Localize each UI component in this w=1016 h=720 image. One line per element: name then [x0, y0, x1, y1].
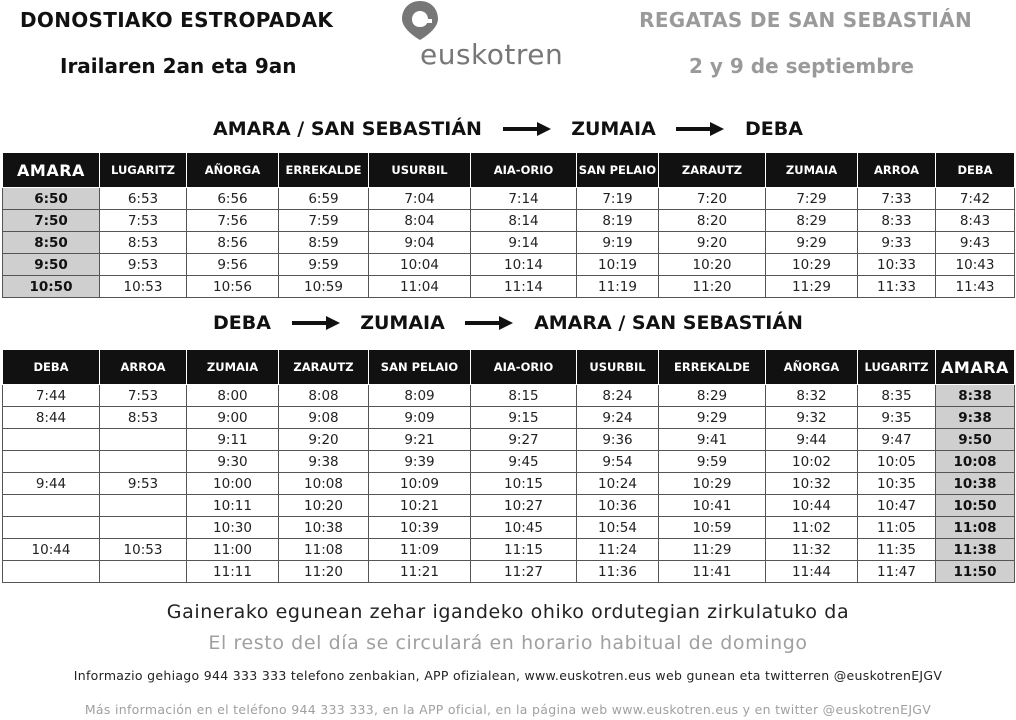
time-cell: 8:32 [766, 385, 858, 407]
time-cell: 10:32 [766, 473, 858, 495]
time-cell: 11:47 [858, 561, 936, 583]
time-cell: 9:45 [471, 451, 577, 473]
time-cell: 9:44 [766, 429, 858, 451]
time-cell: 7:53 [100, 210, 187, 232]
time-cell: 9:08 [279, 407, 369, 429]
time-cell: 10:50 [936, 495, 1015, 517]
table-row [3, 473, 1015, 495]
time-cell: 10:09 [369, 473, 471, 495]
time-cell: 9:29 [766, 232, 858, 254]
table-row [3, 407, 1015, 429]
time-cell: 10:47 [858, 495, 936, 517]
column-header: AÑORGA [187, 153, 279, 188]
table-row [3, 539, 1015, 561]
route-return-to: AMARA / SAN SEBASTIÁN [534, 312, 803, 334]
spanish-title: REGATAS DE SAN SEBASTIÁN [639, 8, 972, 32]
time-cell: 11:21 [369, 561, 471, 583]
time-cell: 9:09 [369, 407, 471, 429]
route-return-from: DEBA [213, 312, 271, 334]
time-cell: 8:19 [577, 210, 659, 232]
arrow-right-icon [465, 313, 513, 335]
route-return [0, 312, 1016, 335]
time-cell: 10:53 [100, 276, 187, 298]
basque-info-line: Informazio gehiago 944 333 333 telefono zenbakian, APP ofizialean, www.euskotren.eus web gunean eta twitterren @euskotrenEJGV [73, 668, 943, 683]
time-cell: 10:43 [936, 254, 1015, 276]
column-header: AMARA [936, 350, 1015, 385]
time-cell: 9:56 [187, 254, 279, 276]
spanish-dates: 2 y 9 de septiembre [689, 54, 914, 78]
time-cell [100, 495, 187, 517]
time-cell: 9:04 [369, 232, 471, 254]
time-cell: 9:47 [858, 429, 936, 451]
time-cell: 11:08 [936, 517, 1015, 539]
time-cell: 6:53 [100, 188, 187, 210]
time-cell: 11:32 [766, 539, 858, 561]
time-cell: 9:20 [659, 232, 766, 254]
column-header: AMARA [3, 153, 100, 188]
time-cell [3, 495, 100, 517]
time-cell: 10:59 [659, 517, 766, 539]
time-cell: 9:41 [659, 429, 766, 451]
time-cell: 8:35 [858, 385, 936, 407]
column-header: ZARAUTZ [659, 153, 766, 188]
column-header: AIA-ORIO [471, 153, 577, 188]
time-cell: 9:53 [100, 473, 187, 495]
time-cell [100, 451, 187, 473]
time-cell: 10:45 [471, 517, 577, 539]
time-cell: 11:04 [369, 276, 471, 298]
arrow-right-icon [503, 119, 551, 141]
outbound-timetable [2, 152, 1015, 298]
location-pin-icon [400, 0, 580, 40]
time-cell: 6:50 [3, 188, 100, 210]
column-header: LUGARITZ [858, 350, 936, 385]
table-row [3, 254, 1015, 276]
time-cell: 10:38 [936, 473, 1015, 495]
time-cell: 7:42 [936, 188, 1015, 210]
column-header: AIA-ORIO [471, 350, 577, 385]
time-cell: 9:19 [577, 232, 659, 254]
column-header: ERREKALDE [659, 350, 766, 385]
time-cell: 10:00 [187, 473, 279, 495]
time-cell [100, 429, 187, 451]
time-cell [100, 517, 187, 539]
route-return-via: ZUMAIA [360, 312, 445, 334]
column-header: ZUMAIA [766, 153, 858, 188]
time-cell: 10:27 [471, 495, 577, 517]
time-cell: 7:56 [187, 210, 279, 232]
table-row [3, 495, 1015, 517]
time-cell: 10:29 [659, 473, 766, 495]
euskotren-logo [400, 0, 580, 80]
time-cell: 8:43 [936, 210, 1015, 232]
time-cell: 8:14 [471, 210, 577, 232]
time-cell: 10:20 [659, 254, 766, 276]
time-cell: 9:54 [577, 451, 659, 473]
column-header: DEBA [936, 153, 1015, 188]
time-cell: 10:24 [577, 473, 659, 495]
time-cell: 11:09 [369, 539, 471, 561]
time-cell: 9:15 [471, 407, 577, 429]
time-cell: 11:05 [858, 517, 936, 539]
time-cell: 7:59 [279, 210, 369, 232]
time-cell: 7:53 [100, 385, 187, 407]
time-cell: 7:19 [577, 188, 659, 210]
time-cell: 10:39 [369, 517, 471, 539]
time-cell: 11:35 [858, 539, 936, 561]
time-cell: 9:00 [187, 407, 279, 429]
time-cell: 8:59 [279, 232, 369, 254]
time-cell: 9:36 [577, 429, 659, 451]
time-cell: 8:53 [100, 232, 187, 254]
time-cell: 9:38 [279, 451, 369, 473]
time-cell: 7:29 [766, 188, 858, 210]
time-cell: 11:11 [187, 561, 279, 583]
time-cell: 11:20 [279, 561, 369, 583]
column-header: AÑORGA [766, 350, 858, 385]
time-cell: 10:08 [936, 451, 1015, 473]
route-outbound-from: AMARA / SAN SEBASTIÁN [213, 118, 482, 140]
time-cell: 11:29 [766, 276, 858, 298]
table-row [3, 517, 1015, 539]
time-cell: 9:29 [659, 407, 766, 429]
basque-schedule-note: Gainerako egunean zehar igandeko ohiko ordutegian zirkulatuko da [166, 601, 850, 623]
time-cell [3, 429, 100, 451]
logo-wordmark: euskotren [420, 38, 564, 71]
time-cell: 10:56 [187, 276, 279, 298]
time-cell: 8:00 [187, 385, 279, 407]
table-row [3, 429, 1015, 451]
basque-title: DONOSTIAKO ESTROPADAK [20, 8, 334, 32]
arrow-right-icon [292, 313, 340, 335]
column-header: USURBIL [577, 350, 659, 385]
time-cell [3, 451, 100, 473]
column-header: ERREKALDE [279, 153, 369, 188]
time-cell: 8:09 [369, 385, 471, 407]
table-row [3, 561, 1015, 583]
time-cell [3, 561, 100, 583]
route-outbound [0, 118, 1016, 141]
route-outbound-via: ZUMAIA [571, 118, 656, 140]
time-cell: 10:44 [766, 495, 858, 517]
time-cell: 11:24 [577, 539, 659, 561]
time-cell: 10:41 [659, 495, 766, 517]
time-cell: 11:29 [659, 539, 766, 561]
time-cell [3, 517, 100, 539]
column-header: USURBIL [369, 153, 471, 188]
table-row [3, 232, 1015, 254]
time-cell: 10:19 [577, 254, 659, 276]
time-cell: 11:02 [766, 517, 858, 539]
time-cell: 10:59 [279, 276, 369, 298]
time-cell: 10:14 [471, 254, 577, 276]
time-cell: 11:27 [471, 561, 577, 583]
time-cell: 11:33 [858, 276, 936, 298]
table-row [3, 210, 1015, 232]
time-cell: 8:15 [471, 385, 577, 407]
column-header: SAN PELAIO [369, 350, 471, 385]
time-cell: 8:29 [659, 385, 766, 407]
time-cell: 9:20 [279, 429, 369, 451]
time-cell: 9:38 [936, 407, 1015, 429]
time-cell: 8:56 [187, 232, 279, 254]
route-outbound-to: DEBA [745, 118, 803, 140]
time-cell: 10:30 [187, 517, 279, 539]
time-cell: 11:00 [187, 539, 279, 561]
column-header: ARROA [100, 350, 187, 385]
time-cell: 9:44 [3, 473, 100, 495]
time-cell: 10:05 [858, 451, 936, 473]
time-cell: 9:33 [858, 232, 936, 254]
time-cell: 7:44 [3, 385, 100, 407]
time-cell: 8:08 [279, 385, 369, 407]
time-cell: 9:32 [766, 407, 858, 429]
time-cell: 9:21 [369, 429, 471, 451]
time-cell: 11:44 [766, 561, 858, 583]
time-cell: 9:39 [369, 451, 471, 473]
time-cell: 10:50 [3, 276, 100, 298]
time-cell: 8:44 [3, 407, 100, 429]
table-row [3, 451, 1015, 473]
time-cell: 10:53 [100, 539, 187, 561]
time-cell: 11:19 [577, 276, 659, 298]
time-cell: 11:08 [279, 539, 369, 561]
time-cell: 10:44 [3, 539, 100, 561]
column-header: SAN PELAIO [577, 153, 659, 188]
time-cell: 9:30 [187, 451, 279, 473]
time-cell: 7:50 [3, 210, 100, 232]
time-cell: 10:29 [766, 254, 858, 276]
time-cell: 10:33 [858, 254, 936, 276]
time-cell: 9:24 [577, 407, 659, 429]
time-cell: 8:38 [936, 385, 1015, 407]
basque-dates: Irailaren 2an eta 9an [60, 54, 297, 78]
time-cell: 7:20 [659, 188, 766, 210]
time-cell: 9:50 [936, 429, 1015, 451]
time-cell: 10:54 [577, 517, 659, 539]
time-cell: 10:35 [858, 473, 936, 495]
time-cell: 10:02 [766, 451, 858, 473]
arrow-right-icon [676, 119, 724, 141]
time-cell: 6:59 [279, 188, 369, 210]
time-cell: 11:38 [936, 539, 1015, 561]
time-cell: 10:08 [279, 473, 369, 495]
time-cell: 10:15 [471, 473, 577, 495]
time-cell: 7:04 [369, 188, 471, 210]
return-timetable [2, 349, 1015, 583]
time-cell: 11:14 [471, 276, 577, 298]
time-cell: 9:11 [187, 429, 279, 451]
time-cell: 10:38 [279, 517, 369, 539]
time-cell: 10:21 [369, 495, 471, 517]
time-cell: 8:24 [577, 385, 659, 407]
time-cell: 8:29 [766, 210, 858, 232]
spanish-info-line: Más información en el teléfono 944 333 333, en la APP oficial, en la página web www.euskotren.eus y en twitter @euskotrenEJGV [84, 702, 932, 717]
time-cell: 10:04 [369, 254, 471, 276]
time-cell: 9:53 [100, 254, 187, 276]
time-cell: 9:43 [936, 232, 1015, 254]
time-cell: 9:59 [659, 451, 766, 473]
time-cell: 7:33 [858, 188, 936, 210]
time-cell: 8:50 [3, 232, 100, 254]
time-cell: 10:36 [577, 495, 659, 517]
time-cell: 11:50 [936, 561, 1015, 583]
column-header: DEBA [3, 350, 100, 385]
table-row [3, 276, 1015, 298]
time-cell: 10:20 [279, 495, 369, 517]
time-cell: 7:14 [471, 188, 577, 210]
time-cell: 9:27 [471, 429, 577, 451]
time-cell: 9:35 [858, 407, 936, 429]
time-cell: 11:43 [936, 276, 1015, 298]
time-cell: 9:50 [3, 254, 100, 276]
table-row [3, 188, 1015, 210]
column-header: ARROA [858, 153, 936, 188]
time-cell: 8:33 [858, 210, 936, 232]
spanish-schedule-note: El resto del día se circulará en horario habitual de domingo [208, 632, 808, 654]
time-cell: 8:53 [100, 407, 187, 429]
time-cell: 8:20 [659, 210, 766, 232]
table-row [3, 385, 1015, 407]
time-cell: 11:41 [659, 561, 766, 583]
time-cell: 11:15 [471, 539, 577, 561]
column-header: ZARAUTZ [279, 350, 369, 385]
time-cell: 11:20 [659, 276, 766, 298]
column-header: LUGARITZ [100, 153, 187, 188]
time-cell: 9:14 [471, 232, 577, 254]
column-header: ZUMAIA [187, 350, 279, 385]
time-cell: 8:04 [369, 210, 471, 232]
time-cell: 10:11 [187, 495, 279, 517]
time-cell: 11:36 [577, 561, 659, 583]
time-cell: 9:59 [279, 254, 369, 276]
time-cell [100, 561, 187, 583]
time-cell: 6:56 [187, 188, 279, 210]
